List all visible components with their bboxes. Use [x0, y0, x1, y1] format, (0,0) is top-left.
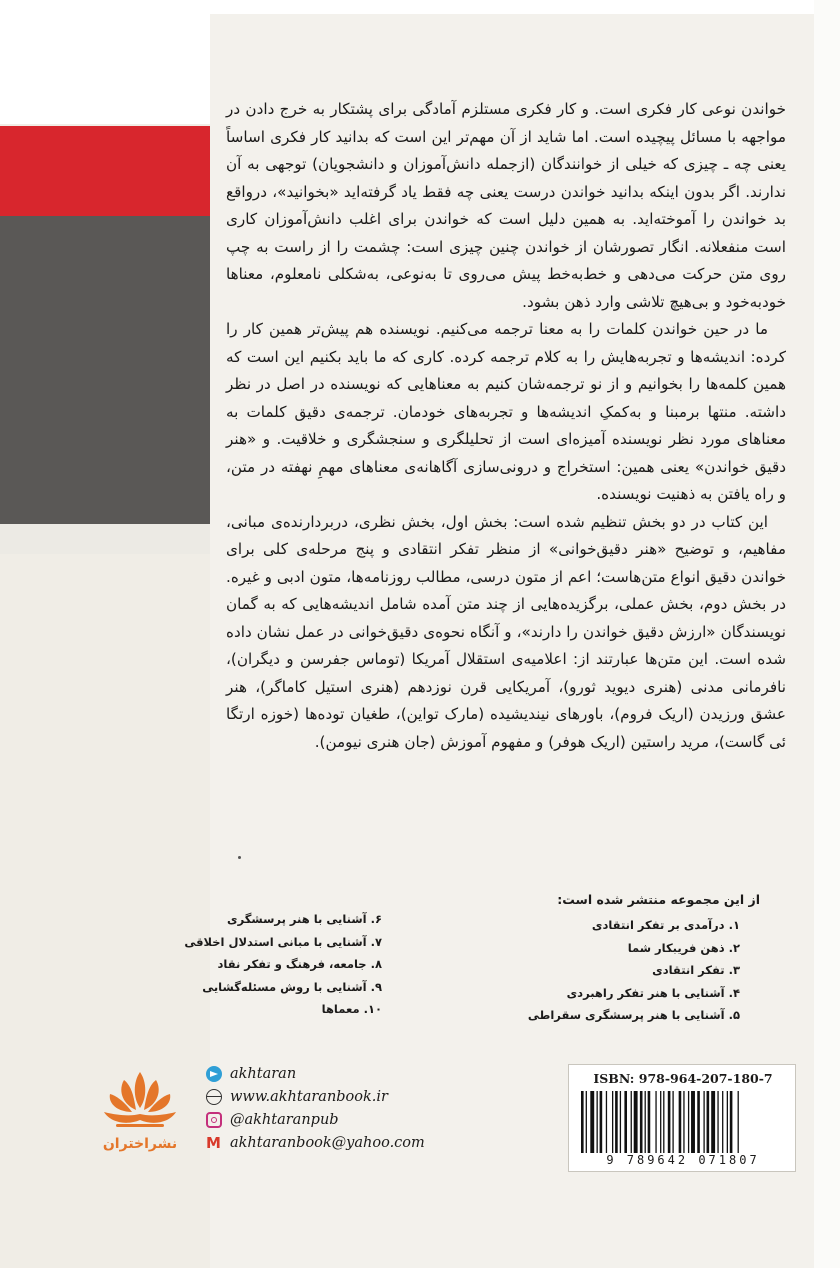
- barcode-bar: [703, 1091, 704, 1153]
- telegram-icon: [206, 1066, 222, 1082]
- cover-white-band: [0, 14, 210, 124]
- series-list-right: [460, 914, 740, 1027]
- website-row: [206, 1085, 446, 1108]
- telegram-row: [206, 1062, 446, 1085]
- contact-list: [206, 1062, 446, 1154]
- barcode-bar: [717, 1091, 718, 1153]
- barcode-bar: [590, 1091, 594, 1153]
- series-item: ۵. آشنایی با هنر پرسشگری سقراطی: [527, 1008, 740, 1022]
- barcode-bar: [586, 1091, 587, 1153]
- instagram-icon: [206, 1112, 222, 1128]
- barcode-bar: [672, 1091, 673, 1153]
- barcode-bar: [707, 1091, 710, 1153]
- cover-red-band: [0, 126, 210, 216]
- email-address: akhtaranbook@yahoo.com: [230, 1134, 425, 1151]
- divider-dot: [238, 856, 241, 859]
- barcode-bar: [727, 1091, 728, 1153]
- paragraph: این کتاب در دو بخش تنظیم شده است: بخش اول، بخش نظری، دربردارنده‌ی مبانی، مفاهیم، و توضیح «هنر دقیق‌خوانی» از منظر تفکر انتقادی و پنج مرحله‌ی کلی برای خواندن دقیق انواع متن‌هاست؛ اعم از متون درسی، مطالب روزنامه‌ها، متون ادبی و غیره. در بخش دوم، بخش عملی، برگزیده‌هایی از چند متن آمده شامل اندیشه‌هایی که به گمان نویسندگان «ارزش دقیق خواندن را دارند»، و آنگاه نحوه‌ی دقیق‌خوانی در عمل نشان داده شده است. این متن‌ها عبارتند از: اعلامیه‌ی استقلال آمریکا (توماس جفرسن و دیگران)، نافرمانی مدنی (هنری دیوید ثورو)، آمریکایی قرن نوزدهم (هنری استیل کاماگر)، هنر عشق ورزیدن (اریک فروم)، باورهای نیندیشیده (مارک تواین)، طغیان توده‌ها (خوزه ارتگا ئی گاست)، مرید راستین (اریک هوفر) و مفهوم آموزش (جان هنری نیومن).: [226, 512, 786, 751]
- barcode-bar: [660, 1091, 661, 1153]
- series-item: ۴. آشنایی با هنر تفکر راهبردی: [566, 985, 740, 1000]
- series-item: ۹. آشنایی با روش مسئله‌گشایی: [202, 979, 382, 994]
- isbn-label: ISBN: 978-964-207-180-7: [593, 1071, 773, 1086]
- series-item: ۸. جامعه، فرهنگ و تفکر نقاد: [217, 957, 382, 971]
- series-heading: از این مجموعه منتشر شده است:: [557, 892, 760, 907]
- series-item: ۶. آشنایی با هنر پرسشگری: [227, 912, 382, 926]
- barcode-bars: [579, 1091, 785, 1153]
- barcode-bar: [624, 1091, 627, 1153]
- email-row: [206, 1131, 446, 1154]
- barcode-bar: [640, 1091, 643, 1153]
- web-icon: [206, 1089, 222, 1105]
- barcode-bar: [663, 1091, 664, 1153]
- barcode-bar: [631, 1091, 632, 1153]
- barcode-bar: [645, 1091, 646, 1153]
- barcode-bar: [606, 1091, 607, 1153]
- paragraph: خواندن نوعی کار فکری است. و کار فکری مستلزم آمادگی برای پشتکار به خرج دادن در مواجهه با مسائل پیچیده است. اما شاید از آن مهم‌تر این است که بدانید کار فکری اساساً یعنی چه ـ چیزی که خیلی از خوانندگان (ازجمله دانش‌آموزان و دانشجویان) توجهی به آن ندارند. اگر بدون اینکه بدانید خواندن درست یعنی چه فقط یاد گرفته‌اید «بخوانید»، درواقع بد خواندن را آموخته‌اید. به همین دلیل است که خواندن برای اغلب دانش‌آموزان کاری است منفعلانه. انگار تصورشان از خواندن چنین چیزی است: چشمت را از راست به چپ روی متن حرکت می‌دهی و خط‌به‌خط پیش می‌روی تا به‌نوعی، به‌شکلی نامعلوم، معناها خودبه‌خود و بی‌هیچ تلاشی وارد ذهن بشود.: [226, 100, 786, 311]
- instagram-handle: @akhtaranpub: [230, 1111, 339, 1128]
- barcode-bar: [697, 1091, 700, 1153]
- series-list-left: [182, 908, 382, 1021]
- barcode-bar: [683, 1091, 684, 1153]
- barcode-bar: [655, 1091, 656, 1153]
- barcode-bar: [730, 1091, 733, 1153]
- instagram-row: [206, 1108, 446, 1131]
- barcode-digits: 9 789642 071807: [606, 1153, 760, 1167]
- page-top-edge: [0, 0, 840, 14]
- back-cover-text: [226, 96, 786, 756]
- page-right-edge: [814, 0, 840, 1268]
- barcode-bar: [634, 1091, 638, 1153]
- barcode-bar: [612, 1091, 613, 1153]
- gmail-icon: M: [206, 1133, 221, 1152]
- paragraph: ما در حین خواندن کلمات را به معنا ترجمه می‌کنیم. نویسنده هم پیش‌تر همین کار را کرده: اندیشه‌ها و تجربه‌هایش را به کلام ترجمه کرده. کاری که ما باید بکنیم این است که همین کلمه‌ها را بخوانیم و از نو ترجمه‌شان کنیم به معناهایی که نویسنده در اصل در نظر داشته. منتها برمبنا و به‌کمکِ اندیشه‌ها و تجربه‌های خودمان. ترجمه‌ی دقیق کلمات به معناهای مورد نظر نویسنده آمیزه‌ای است از تحلیلگری و سنجشگری و خلاقیت. و «هنر دقیق خواندن» یعنی همین: استخراج و درونی‌سازی آگاهانه‌ی معناهای مهمِ نهفته در متن، و راه یافتن به ذهنیت نویسنده.: [226, 320, 786, 503]
- barcode-bar: [597, 1091, 598, 1153]
- series-item: ۱. درآمدی بر تفکر انتقادی: [591, 918, 740, 932]
- barcode-bar: [600, 1091, 603, 1153]
- barcode-bar: [679, 1091, 682, 1153]
- cover-gray-band: [0, 216, 210, 524]
- series-item: ۳. تفکر انتقادی: [652, 963, 740, 977]
- barcode-bar: [581, 1091, 584, 1153]
- cover-light-band: [0, 524, 210, 554]
- barcode-bar: [688, 1091, 689, 1153]
- publisher-name: نشراختران: [102, 1136, 178, 1152]
- isbn-barcode: [568, 1064, 796, 1172]
- website-url: www.akhtaranbook.ir: [230, 1088, 388, 1105]
- barcode-bar: [711, 1091, 715, 1153]
- series-item: ۱۰. معماها: [321, 1002, 382, 1016]
- barcode-bar: [615, 1091, 618, 1153]
- barcode-bar: [691, 1091, 695, 1153]
- series-item: ۷. آشنایی با مبانی استدلال اخلاقی: [184, 934, 382, 949]
- barcode-bar: [620, 1091, 621, 1153]
- telegram-handle: akhtaran: [230, 1065, 297, 1082]
- barcode-bar: [738, 1091, 739, 1153]
- barcode-bar: [668, 1091, 671, 1153]
- barcode-bar: [648, 1091, 651, 1153]
- barcode-bar: [722, 1091, 723, 1153]
- series-item: ۲. ذهن فریبکار شما: [627, 940, 740, 955]
